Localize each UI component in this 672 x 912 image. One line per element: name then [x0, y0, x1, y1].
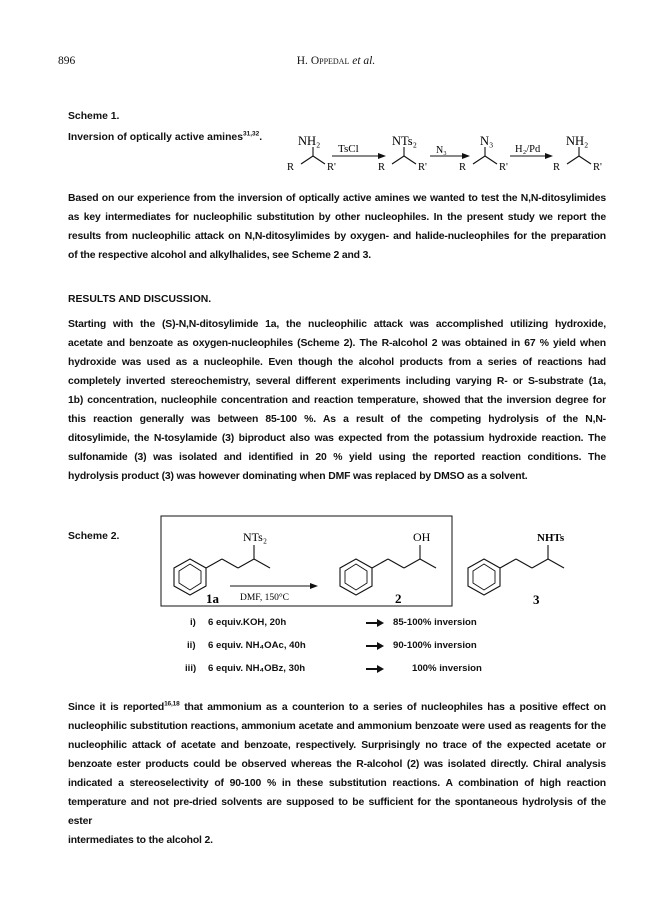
final-line-rest: that ammonium as a counterion to a series of nucleophiles has a positive effect on [179, 702, 606, 713]
intro-line: of the respective alcohol and alkylhalides, see Scheme 2 and 3. [68, 250, 371, 261]
scheme1-rp-1: R' [327, 162, 336, 173]
scheme1-r-2: R [378, 162, 386, 173]
author-name: Oppedal [310, 55, 350, 67]
results-line: completely inverted stereochemistry, several different experiments including varying R- or S-substrate (1a, [68, 376, 606, 387]
scheme1-group-4: NH₂ [566, 134, 589, 148]
molecule-1a [174, 545, 270, 595]
molecule-3 [468, 545, 564, 595]
scheme2-label-1a: 1a [206, 591, 219, 606]
scheme1-r-1: R [287, 162, 295, 173]
scheme2-label-2: 2 [395, 591, 402, 606]
final-line [68, 698, 606, 717]
results-line: ditosylimide, the N-tosylamide (3) biproduct also was expected from the potassium hydroxide reaction. The [68, 433, 606, 444]
scheme1-r-3: R [459, 162, 467, 173]
author-prefix: H. [296, 55, 311, 67]
scheme1-rp-4: R' [593, 162, 602, 173]
condition-result: 100% inversion [412, 663, 482, 674]
condition-num: ii) [187, 640, 196, 651]
scheme2-group-3: NHTs [537, 532, 565, 544]
scheme1-rp-3: R' [499, 162, 508, 173]
scheme2-box [161, 516, 452, 606]
results-line: hydroxide was used as a nucleophile. Even though the alcohol products from a series of reactions had [68, 357, 606, 368]
final-line: intermediates to the alcohol 2. [68, 835, 213, 846]
scheme2-arrow-condition: DMF, 150°C [240, 593, 289, 603]
scheme1-caption-text: Inversion of optically active amines [68, 132, 243, 143]
condition-num: iii) [185, 663, 197, 674]
condition-arrows [366, 619, 384, 673]
scheme1-caption-tail: . [259, 132, 263, 143]
scheme2-group-2: OH [413, 530, 431, 544]
scheme1-heading: Scheme 1. [68, 111, 120, 122]
final-line-start: Since it is reported [68, 702, 165, 713]
condition-result: 90-100% inversion [393, 640, 477, 651]
results-line: this reaction generally was between 85-100 %. As a result of the competing hydrolysis of the N,N- [68, 414, 606, 425]
condition-result: 85-100% inversion [393, 617, 477, 628]
final-line: temperature and not pre-dried solvents are supposed to be sufficient for the spontaneous hydrolysis of the ester [68, 797, 606, 827]
condition-num: i) [190, 617, 196, 628]
scheme1-group-3: N₃ [480, 134, 494, 148]
results-line: 1b) concentration, nucleophile concentration and reaction temperature, showed that the inversion degree for [68, 395, 606, 406]
condition-reagent: 6 equiv.KOH, 20h [208, 617, 287, 628]
condition-reagent: 6 equiv. NH₄OBz, 30h [208, 663, 306, 674]
intro-line: as key intermediates for nucleophilic substitution by other nucleophiles. In the present study we report the [68, 212, 606, 223]
condition-reagent: 6 equiv. NH₄OAc, 40h [208, 640, 306, 651]
final-line: nucleophilic substitution reactions, ammonium acetate and ammonium benzoate were used as reagents for the [68, 721, 606, 732]
results-line: Starting with the (S)-N,N-ditosylimide 1a, the nucleophilic attack was accomplished utilizing hydroxide, [68, 319, 606, 330]
molecule-2 [340, 545, 436, 595]
final-line-refs: 16,18 [164, 700, 180, 708]
scheme2-heading: Scheme 2. [68, 531, 120, 542]
final-line: indicated a stereoselectivity of 90-100 % in these substitution reactions. A combination of high reaction [68, 778, 606, 789]
results-line: acetate and benzoate as oxygen-nucleophiles (Scheme 2). The R-alcohol 2 was obtained in 67 % yield when [68, 338, 606, 349]
results-line: hydrolysis product (3) was however dominating when DMF was replaced by DMSO as a solvent. [68, 471, 528, 482]
scheme2-label-3: 3 [533, 592, 540, 607]
scheme1-group-1: NH₂ [298, 134, 321, 148]
results-line: sulfonamide (3) was isolated and identified in 20 % yield using the reported reaction conditions. The [68, 452, 606, 463]
scheme1-reagent-2: N₃ [436, 145, 447, 156]
scheme1-reagent-1: TsCl [338, 143, 359, 155]
page-number: 896 [58, 55, 76, 67]
intro-line: Based on our experience from the inversion of optically active amines we wanted to test the N,N-ditosylimides [68, 193, 606, 204]
intro-line: results from nucleophilic attack on N,N-ditosylimides by oxygen- and halide-nucleophiles for the preparation [68, 231, 606, 242]
final-line: nucleophilic attack of acetate and benzoate, respectively. Surprisingly no trace of the expected acetate or [68, 740, 606, 751]
scheme1-reagent-3: H₂/Pd [515, 144, 541, 155]
scheme2-group-1a: NTs₂ [243, 530, 268, 544]
author-suffix: et al. [349, 55, 376, 67]
final-paragraph [68, 698, 606, 850]
scheme1-caption-refs: 31,32 [242, 130, 260, 138]
scheme1-r-4: R [553, 162, 561, 173]
scheme1-group-2: NTs₂ [392, 134, 418, 148]
final-line: benzoate ester products could be observed whereas the R-alcohol (2) was isolated directly. Chiral analysis [68, 759, 606, 770]
scheme2-arrowhead [310, 583, 318, 589]
scheme1-rp-2: R' [418, 162, 427, 173]
results-heading: RESULTS AND DISCUSSION. [68, 294, 212, 305]
